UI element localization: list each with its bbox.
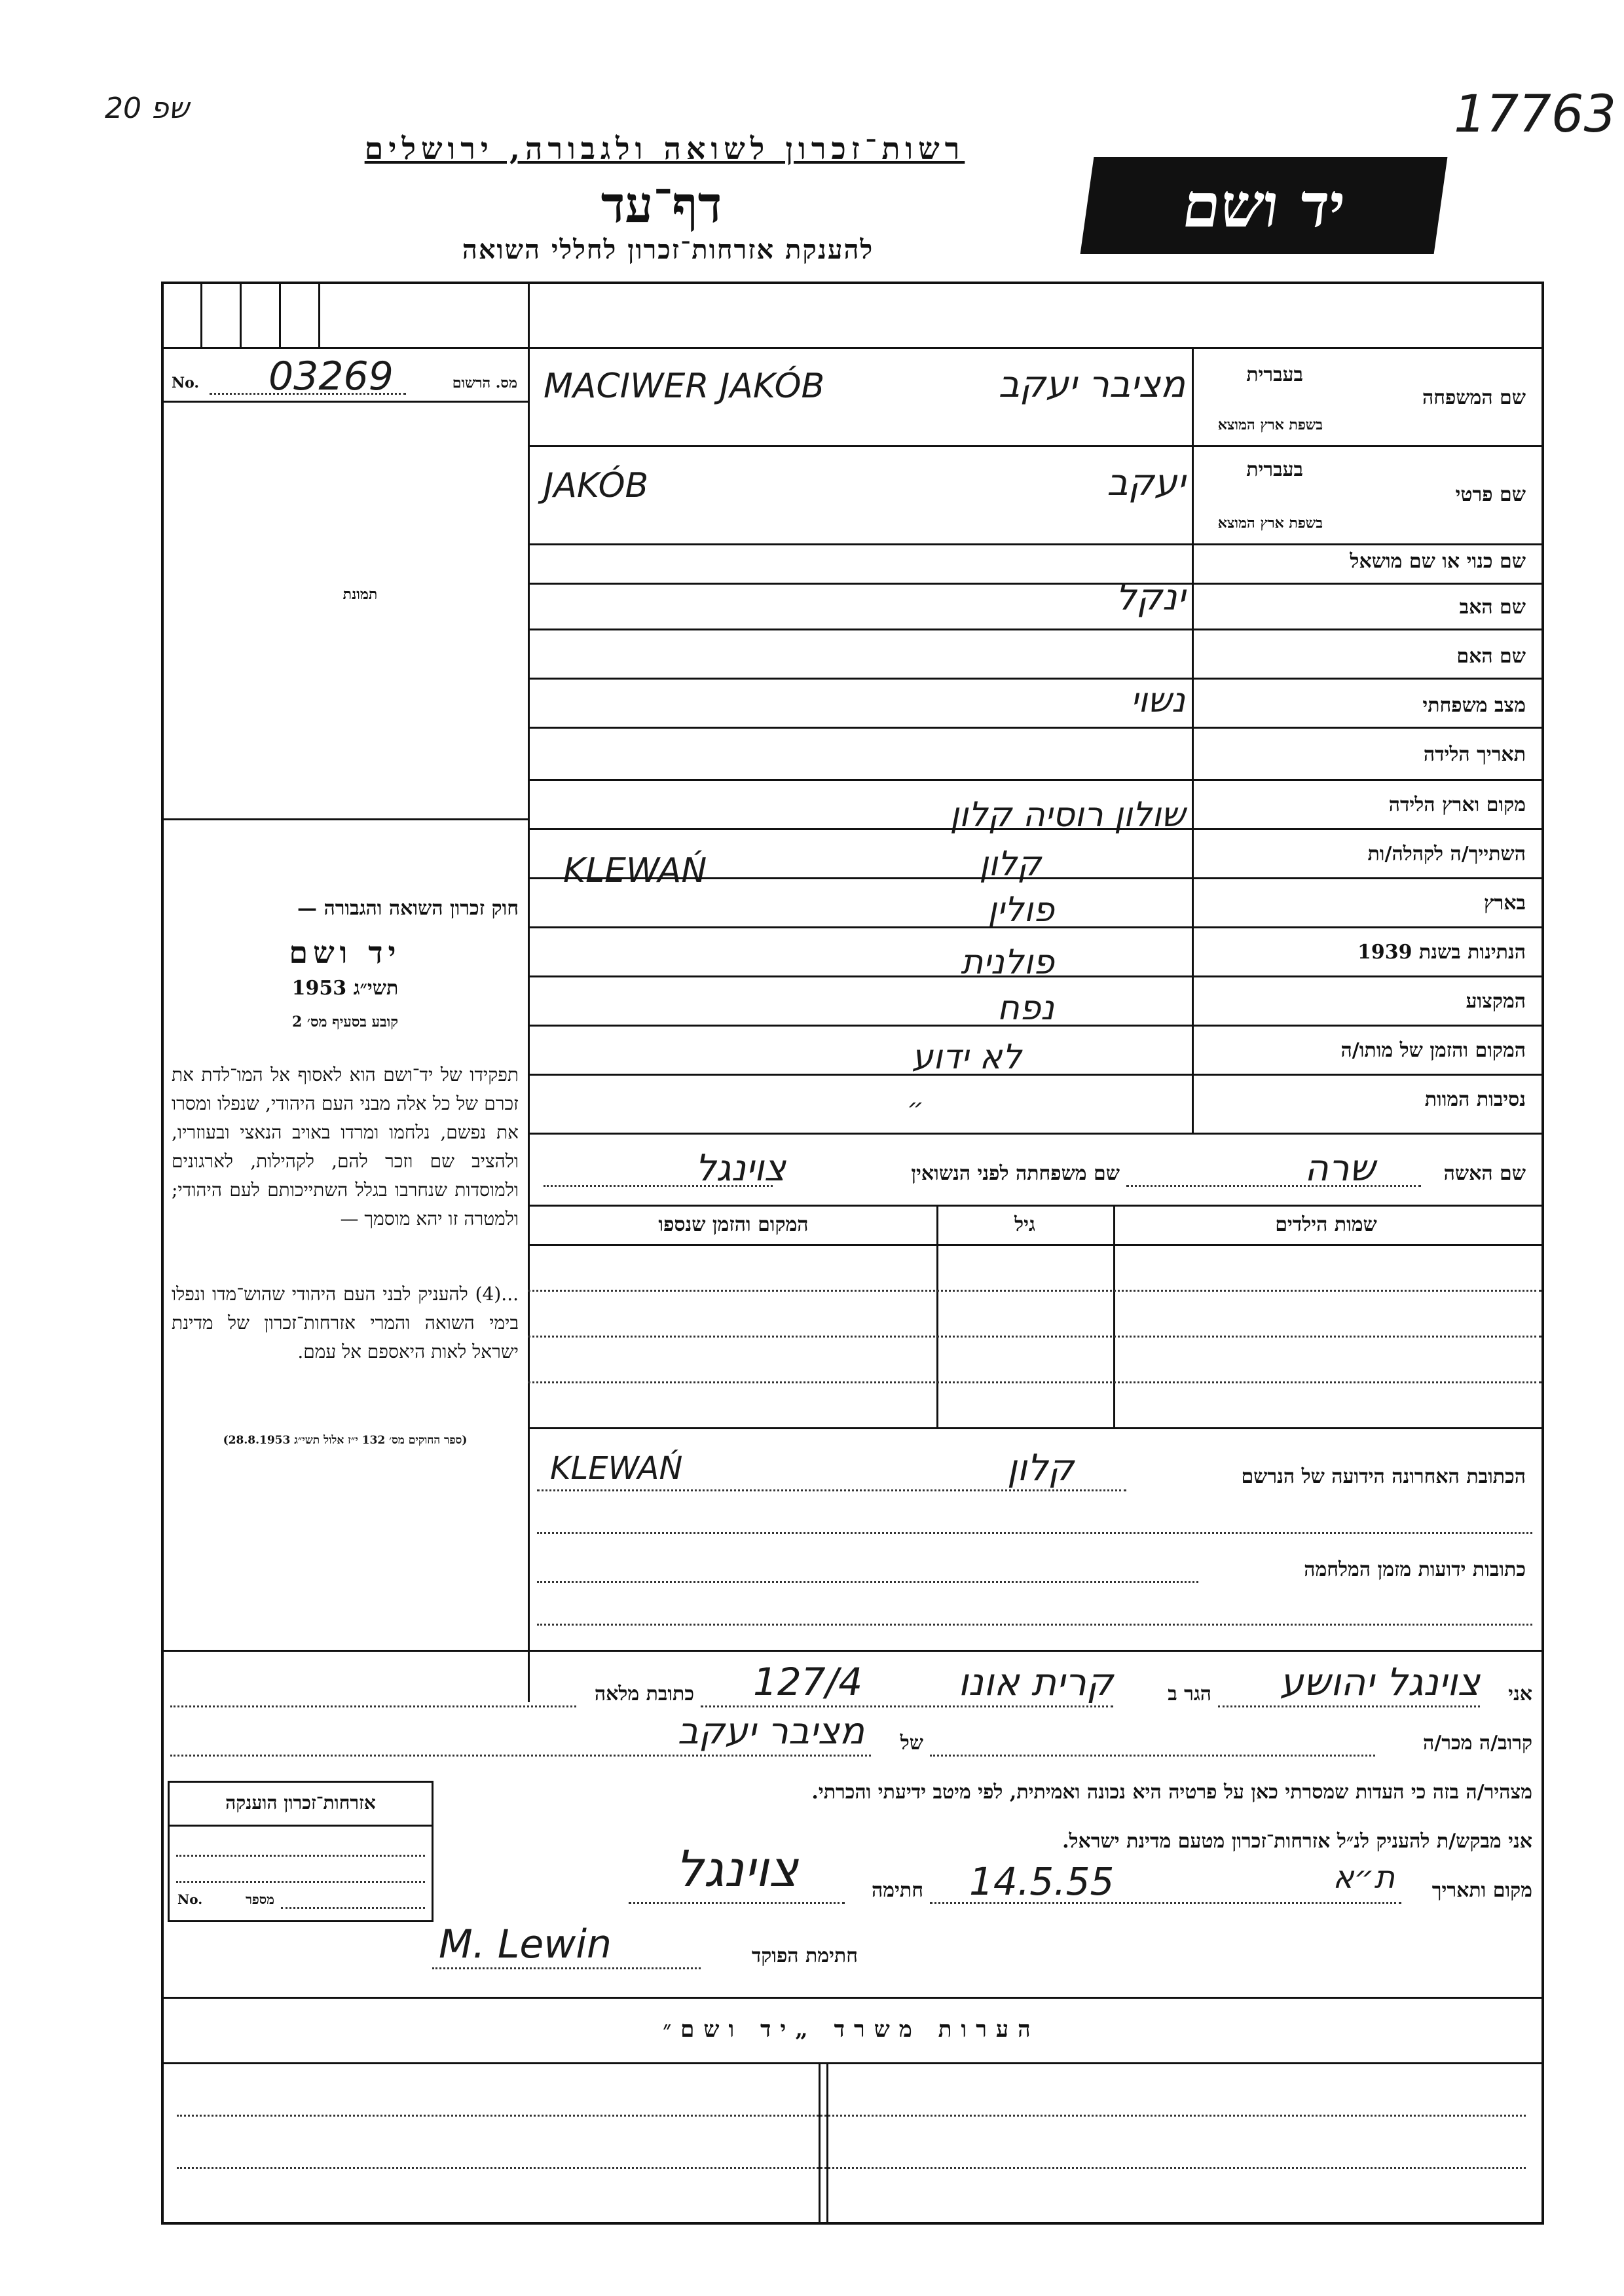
community-label: השתייך/ה לקהלה/ות bbox=[1367, 843, 1526, 866]
firstname-latin: JAKÓB bbox=[544, 466, 649, 505]
signature-label: חתימה bbox=[872, 1879, 923, 1902]
profession-label: המקצוע bbox=[1466, 990, 1526, 1013]
law-text-1: תפקידו של יד־ושם הוא לאסוף אל המו־לדת את זכרם של כל אלה מבני העם היהודי, שנפלו ומסרו את נפשם, נלחמו ומרדו באויב הנאצי ובעוזריו, ולהציב שם וזכר להם, לקהילות, לארגונים ולמוסדות שנחרבו בגלל השתייכותם לעם היהודי; ולמטרה זו יהא מוסמך — bbox=[172, 1064, 519, 1230]
wife-maiden-value: צוינגל bbox=[695, 1147, 786, 1190]
last-address-latin: KLEWAŃ bbox=[550, 1450, 683, 1487]
living-in-label: הגר ב bbox=[1168, 1683, 1211, 1705]
nickname-label: שם כנוי או שם מושאל bbox=[1350, 550, 1526, 573]
logo-text: יד ושם bbox=[1178, 170, 1350, 241]
citizenship-box-title: אזרחות־זכרון הוענקה bbox=[225, 1792, 376, 1813]
mother-label: שם האם bbox=[1456, 645, 1526, 668]
father-value: ינקל bbox=[1115, 576, 1185, 619]
death-value: לא ידוע bbox=[912, 1038, 1022, 1077]
law-text-2: ...(4) להעניק לבני העם היהודי שהוש־מדו ונפלו בימי השואה והמרי אזרחות־זכרון של מדינת ישראל לאות היאספם אל עמם. bbox=[172, 1283, 519, 1362]
registration-number: 03269 bbox=[268, 354, 394, 399]
witness-house: 127/4 bbox=[753, 1660, 863, 1704]
firstname-hebrew: יעקב bbox=[1107, 462, 1185, 504]
place-value: ת״א bbox=[1333, 1859, 1395, 1896]
children-header-names: שמות הילדים bbox=[1275, 1213, 1377, 1236]
death-cause-value: ״ bbox=[907, 1093, 924, 1123]
citizenship-value: פולנית bbox=[961, 943, 1054, 982]
law-clause: קובע בסעיף מס׳ 2 bbox=[291, 1013, 399, 1030]
surname-latin: MACIWER JAKÓB bbox=[544, 367, 825, 406]
birthplace-value: שולון רוסיה קלון bbox=[950, 795, 1185, 835]
wife-maiden-label: שם משפחתה לפני הנשואין bbox=[911, 1162, 1120, 1185]
profession-value: נפח bbox=[997, 989, 1054, 1028]
wife-label: שם האשה bbox=[1443, 1162, 1526, 1185]
community-hebrew: קלון bbox=[979, 845, 1041, 884]
surname-hebrew: מציבר יעקב bbox=[998, 363, 1185, 406]
last-address-hebrew: קלון bbox=[1006, 1447, 1074, 1489]
office-notes-title: הערות משרד „יד ושם״ bbox=[663, 2016, 1040, 2043]
form-subtitle: להענקת אזרחות־זכרון לחללי השואה bbox=[462, 234, 874, 265]
firstname-label: שם פרטי bbox=[1455, 483, 1526, 506]
citizenship-label: הנתינות בשנת 1939 bbox=[1357, 941, 1526, 964]
birthdate-label: תאריך הלידה bbox=[1423, 743, 1526, 766]
country-value: פולין bbox=[987, 890, 1054, 930]
yad-vashem-logo bbox=[1080, 157, 1448, 254]
request-text: אני מבקש/ת להעניק לנ״ל אזרחות־זכרון מטעם מדינת ישראל. bbox=[1062, 1830, 1532, 1853]
form-frame bbox=[161, 282, 1544, 2225]
place-date-label: מקום ותאריך bbox=[1431, 1879, 1532, 1902]
declaration-i-label: אני bbox=[1508, 1683, 1532, 1705]
origin-language-label-2: בשפת ארץ המוצא bbox=[1217, 515, 1323, 532]
children-header-age: גיל bbox=[1014, 1213, 1035, 1236]
corner-mark-right: 17763 bbox=[1454, 85, 1617, 144]
wartime-address-label: כתובות ידועות מזמן המלחמה bbox=[1304, 1558, 1526, 1581]
corner-mark-left: שפ 20 bbox=[105, 92, 189, 125]
in-hebrew-label-2: בעברית bbox=[1246, 458, 1303, 481]
relation-of-value: מציבר יעקב bbox=[677, 1710, 864, 1753]
father-label: שם האב bbox=[1459, 596, 1526, 619]
marital-value: נשוי bbox=[1130, 681, 1185, 720]
witness-city: קרית אונו bbox=[957, 1660, 1113, 1704]
law-title: חוק זכרון השואה והגבורה — bbox=[297, 897, 519, 920]
citizenship-box-number-label: מספר bbox=[246, 1891, 274, 1907]
community-latin: KLEWAŃ bbox=[563, 851, 707, 890]
in-hebrew-label-1: בעברית bbox=[1246, 363, 1303, 386]
origin-language-label-1: בשפת ארץ המוצא bbox=[1217, 416, 1323, 433]
marital-label: מצב משפחתי bbox=[1422, 694, 1526, 717]
no-label: No. bbox=[172, 374, 200, 392]
wife-value: שרה bbox=[1304, 1147, 1375, 1190]
of-label: של bbox=[900, 1732, 923, 1755]
officer-signature: M. Lewin bbox=[439, 1922, 612, 1967]
registration-label: מס. הרשום bbox=[452, 374, 517, 392]
witness-signature: צוינגל bbox=[675, 1840, 798, 1898]
photo-label: תמונת bbox=[342, 586, 378, 603]
birthplace-label: מקום וארץ הלידה bbox=[1388, 793, 1526, 816]
death-cause-label: נסיבות המוות bbox=[1424, 1088, 1526, 1111]
full-address-label: כתובת מלאה bbox=[594, 1683, 694, 1705]
children-header-place: המקום והזמן שנספו bbox=[658, 1213, 809, 1236]
citizenship-box-no: No. bbox=[177, 1891, 203, 1907]
law-name: יד ושם bbox=[289, 935, 401, 970]
surname-label: שם המשפחה bbox=[1422, 386, 1526, 409]
witness-name: צוינגל יהושע bbox=[1280, 1660, 1480, 1704]
declare-text: מצהיר/ה בזה כי העדות שמסרתי כאן על פרטיה היא נכונה ואמיתית, לפי מיטב ידיעתי והכרתי. bbox=[811, 1781, 1532, 1804]
date-value: 14.5.55 bbox=[969, 1859, 1115, 1904]
relation-label: קרוב/ה מכר/ה bbox=[1423, 1732, 1532, 1755]
law-citation: (ספר החוקים מס׳ 132 י״ז אלול תשי״ג 28.8.1953) bbox=[223, 1434, 468, 1447]
citizenship-granted-box bbox=[168, 1781, 434, 1922]
country-label: בארץ bbox=[1483, 892, 1526, 915]
institution-name: רשות־זכרון לשואה ולגבורה, ירושלים bbox=[364, 131, 965, 166]
last-address-label: הכתובת האחרונה הידועה של הנרשם bbox=[1241, 1465, 1526, 1488]
form-title: דף־עד bbox=[600, 175, 722, 234]
law-year: תשי״ג 1953 bbox=[291, 977, 399, 1000]
death-label: המקום והזמן של מותו/ה bbox=[1340, 1039, 1526, 1062]
officer-label: חתימת הפוקד bbox=[751, 1944, 858, 1967]
